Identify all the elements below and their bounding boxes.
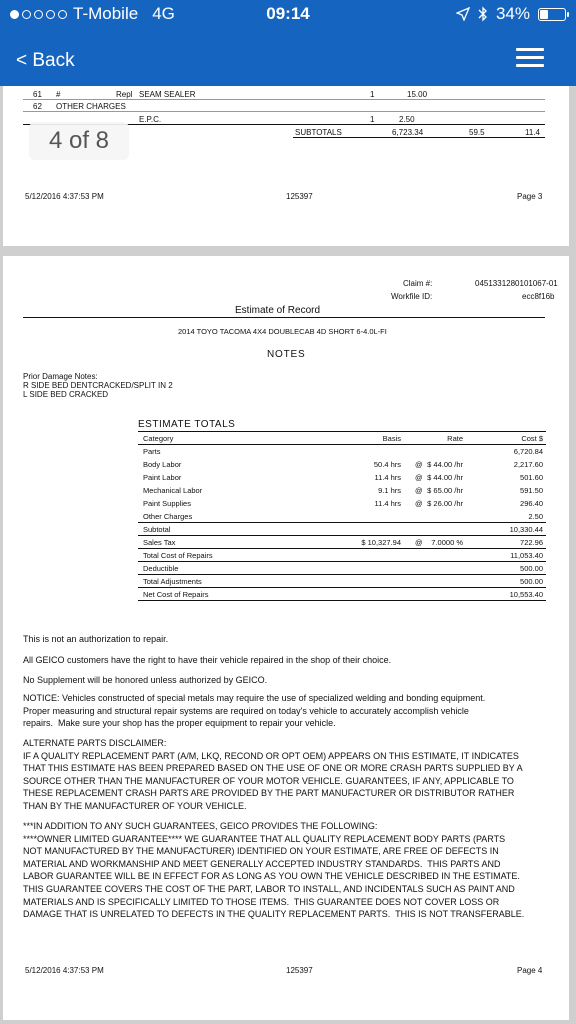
row-operation: Repl bbox=[116, 90, 133, 99]
row-rate: $ 65.00 /hr bbox=[427, 486, 463, 495]
row-category: Other Charges bbox=[143, 512, 193, 521]
row-category: Net Cost of Repairs bbox=[143, 590, 209, 599]
subtotals-labor: 59.5 bbox=[469, 128, 485, 137]
totals-row bbox=[138, 562, 546, 575]
battery-percent: 34% bbox=[495, 4, 530, 23]
page-indicator: 4 of 8 bbox=[29, 122, 129, 160]
workfile-id: ecc8f16b bbox=[522, 292, 555, 301]
row-price: 15.00 bbox=[407, 90, 428, 99]
totals-row bbox=[138, 588, 546, 601]
row-rate: $ 26.00 /hr bbox=[427, 499, 463, 508]
header-rate: Rate bbox=[447, 434, 463, 443]
row-basis: 11.4 hrs bbox=[374, 499, 401, 508]
hamburger-menu-icon[interactable] bbox=[516, 48, 544, 68]
row-cost: 591.50 bbox=[520, 486, 543, 495]
row-quantity: 1 bbox=[370, 115, 375, 124]
workfile-label: Workfile ID: bbox=[391, 292, 433, 301]
title-rule bbox=[23, 317, 545, 318]
footer-page: Page 4 bbox=[517, 966, 543, 975]
prior-damage-note: R SIDE BED DENTCRACKED/SPLIT IN 2 bbox=[23, 381, 173, 390]
row-rate: 7.0000 % bbox=[431, 538, 463, 547]
row-cost: 2.50 bbox=[528, 512, 543, 521]
row-description: OTHER CHARGES bbox=[56, 102, 126, 111]
network-type: 4G bbox=[152, 4, 175, 23]
row-quantity: 1 bbox=[370, 90, 375, 99]
document-page-4 bbox=[3, 256, 569, 1020]
row-line-number: 62 bbox=[33, 102, 42, 111]
row-rate: $ 44.00 /hr bbox=[427, 460, 463, 469]
totals-row bbox=[138, 549, 546, 562]
row-at: @ bbox=[415, 538, 423, 547]
totals-row bbox=[138, 484, 546, 497]
document-page-3 bbox=[3, 86, 569, 246]
row-rate: $ 44.00 /hr bbox=[427, 473, 463, 482]
totals-header-row bbox=[138, 432, 546, 445]
row-description: SEAM SEALER bbox=[139, 90, 196, 99]
totals-row bbox=[138, 471, 546, 484]
row-basis: 50.4 hrs bbox=[373, 460, 401, 469]
row-category: Sales Tax bbox=[143, 538, 176, 547]
supplement-notice: No Supplement will be honored unless authorized by GEICO. bbox=[23, 675, 268, 685]
owner-limited-guarantee: ***IN ADDITION TO ANY SUCH GUARANTEES, GEICO PROVIDES THE FOLLOWING: ****OWNER LIMITED GUARANTEE**** WE GUARANTEE THAT ALL QUALITY REPLACEMENT BODY PARTS (PARTS NOT MANUFACTURED BY THE MANUFACTURER) IDENTIFIED ON YOUR ESTIMATE, ARE FREE OF DEFECTS IN MATERIAL AND WORKMANSHIP AND MEET GENERALLY ACCEPTED INDUSTRY STANDARDS. THIS PARTS AND LABOR GUARANTEE WILL BE IN EFFECT FOR AS LONG AS YOU OWN THE VEHICLE DESCRIBED IN THE ESTIMATE. THIS GUARANTEE COVERS THE COST OF THE PART, LABOR TO INSTALL, AND INCIDENTALS SUCH AS PAINT AND MATERIALS AND IS SPECIFICALLY LIMITED TO THOSE ITEMS. THIS GUARANTEE DOES NOT COVER LOSS OR DAMAGE THAT IS UNRELATED TO DEFECTS IN THE QUALITY REPLACEMENT PARTS. THIS IS NOT TRANSFERABLE. bbox=[23, 821, 525, 920]
totals-row bbox=[138, 497, 546, 510]
row-category: Deductible bbox=[143, 564, 179, 573]
totals-title: ESTIMATE TOTALS bbox=[138, 419, 236, 430]
footer-id: 125397 bbox=[286, 192, 313, 201]
row-price: 2.50 bbox=[399, 115, 415, 124]
subtotals-label: SUBTOTALS bbox=[295, 128, 342, 137]
row-category: Parts bbox=[143, 447, 161, 456]
row-basis: $ 10,327.94 bbox=[361, 538, 401, 547]
row-cost: 722.96 bbox=[520, 538, 543, 547]
vehicle-description: 2014 TOYO TACOMA 4X4 DOUBLECAB 4D SHORT 6-4.0L-FI bbox=[178, 327, 387, 336]
battery-icon bbox=[538, 8, 566, 21]
carrier-name: T-Mobile bbox=[73, 4, 139, 23]
prior-damage-label: Prior Damage Notes: bbox=[23, 372, 98, 381]
totals-row bbox=[138, 575, 546, 588]
bluetooth-icon bbox=[478, 6, 488, 22]
totals-row bbox=[138, 523, 546, 536]
row-line-number: 61 bbox=[33, 90, 42, 99]
estimate-totals-table bbox=[138, 419, 546, 601]
prior-damage-note: L SIDE BED CRACKED bbox=[23, 390, 109, 399]
row-basis: 11.4 hrs bbox=[374, 473, 401, 482]
row-category: Total Adjustments bbox=[143, 577, 202, 586]
totals-row bbox=[138, 458, 546, 471]
totals-row bbox=[138, 510, 546, 523]
row-cost: 501.60 bbox=[520, 473, 543, 482]
row-category: Paint Labor bbox=[143, 473, 182, 482]
row-mark: # bbox=[56, 90, 61, 99]
status-time: 09:14 bbox=[266, 4, 310, 23]
row-category: Body Labor bbox=[143, 460, 182, 469]
row-divider bbox=[23, 99, 545, 100]
row-divider bbox=[23, 111, 545, 112]
row-cost: 10,553.40 bbox=[509, 590, 543, 599]
subtotals-paint: 11.4 bbox=[525, 128, 540, 137]
document-title: Estimate of Record bbox=[235, 305, 321, 316]
footer-id: 125397 bbox=[286, 966, 313, 975]
row-at: @ bbox=[415, 486, 423, 495]
row-cost: 6,720.84 bbox=[513, 447, 543, 456]
customer-rights-notice: All GEICO customers have the right to have their vehicle repaired in the shop of their choice. bbox=[23, 655, 392, 665]
header-basis: Basis bbox=[382, 434, 401, 443]
row-cost: 2,217.60 bbox=[513, 460, 543, 469]
special-metals-notice: NOTICE: Vehicles constructed of special metals may require the use of specialized welding and bonding equipment. Proper measuring and structural repair systems are required on today's vehicle to accurately accomplish vehicle repairs. Make sure your shop has the proper equipment to repair your vehicle. bbox=[23, 693, 486, 729]
footer-page: Page 3 bbox=[517, 192, 543, 201]
totals-body bbox=[138, 445, 546, 601]
row-category: Total Cost of Repairs bbox=[143, 551, 213, 560]
status-right bbox=[456, 4, 566, 24]
row-cost: 296.40 bbox=[520, 499, 543, 508]
row-description: E.P.C. bbox=[139, 115, 162, 124]
footer-date: 5/12/2016 4:37:53 PM bbox=[25, 192, 104, 201]
row-cost: 500.00 bbox=[520, 577, 543, 586]
row-cost: 11,053.40 bbox=[510, 551, 543, 560]
header-cost: Cost $ bbox=[521, 434, 543, 443]
back-button[interactable]: < Back bbox=[16, 50, 75, 71]
row-basis: 9.1 hrs bbox=[378, 486, 401, 495]
subtotals-underline bbox=[293, 137, 545, 138]
authorization-notice: This is not an authorization to repair. bbox=[23, 634, 169, 644]
row-cost: 500.00 bbox=[520, 564, 543, 573]
footer-date: 5/12/2016 4:37:53 PM bbox=[25, 966, 104, 975]
claim-number: 0451331280101067-01 bbox=[475, 279, 558, 288]
totals-row bbox=[138, 536, 546, 549]
row-at: @ bbox=[415, 499, 423, 508]
alternate-parts-disclaimer: ALTERNATE PARTS DISCLAIMER: IF A QUALITY REPLACEMENT PART (A/M, LKQ, RECOND OR OPT OEM) APPEARS ON THIS ESTIMATE, IT INDICATES THAT THIS ESTIMATE HAS BEEN PREPARED BASED ON THE USE OF ONE OR MORE CRASH PARTS SUPPLIED BY A SOURCE OTHER THAN THE MANUFACTURER OF YOUR MOTOR VEHICLE. GUARANTEES, IF ANY, APPLICABLE TO THESE REPLACEMENT CRASH PARTS ARE PROVIDED BY THE PART MANUFACTURER OR DISTRIBUTOR RATHER THAN BY THE MANUFACTURER OF YOUR VEHICLE. bbox=[23, 738, 523, 811]
notes-heading: NOTES bbox=[267, 349, 306, 360]
subtotals-amount: 6,723.34 bbox=[392, 128, 424, 137]
location-arrow-icon bbox=[456, 7, 470, 21]
header-category: Category bbox=[143, 434, 174, 443]
row-category: Subtotal bbox=[143, 525, 171, 534]
row-at: @ bbox=[415, 473, 423, 482]
claim-label: Claim #: bbox=[403, 279, 433, 288]
status-bar bbox=[0, 0, 576, 30]
row-at: @ bbox=[415, 460, 423, 469]
totals-row bbox=[138, 445, 546, 458]
row-cost: 10,330.44 bbox=[509, 525, 543, 534]
row-category: Mechanical Labor bbox=[143, 486, 203, 495]
row-category: Paint Supplies bbox=[143, 499, 191, 508]
navigation-bar bbox=[0, 0, 576, 86]
